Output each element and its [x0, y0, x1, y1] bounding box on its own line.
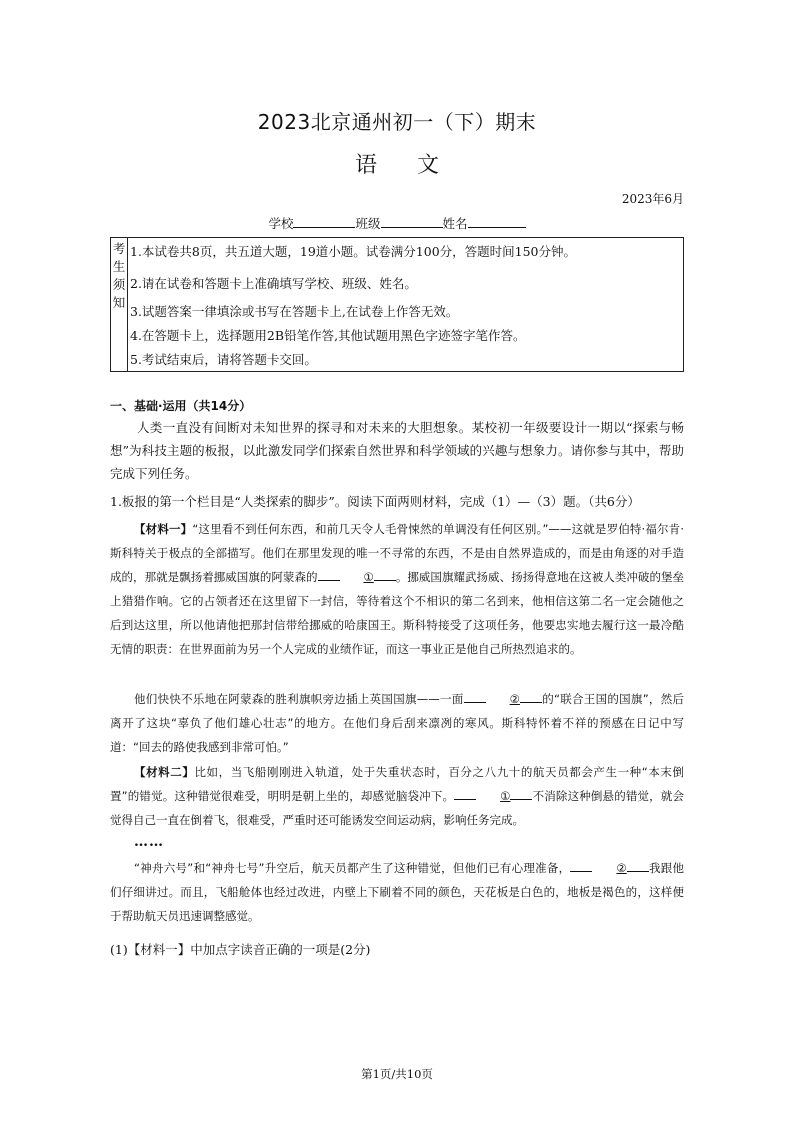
notice-rule: 5.考试结束后，请将答题卡交回。 [130, 352, 317, 367]
notice-rule: 4.在答题卡上，选择题用2B铅笔作答,其他试题用黑色字迹签字笔作答。 [130, 328, 526, 343]
blank-1: ① [363, 570, 374, 584]
ellipsis: …… [134, 834, 164, 850]
section-intro: 人类一直没有间断对未知世界的探寻和对未来的大胆想象。某校初一年级要设计一期以“探索与畅想”为科技主题的板报，以此激发同学们探索自然世界和科学领域的兴趣与想象力。请你参与其中，帮助完成下列任务。 [110, 420, 684, 481]
material-1-paragraph-2: 他们快快不乐地在阿蒙森的胜利旗帜旁边插上英国国旗——一面 ② 的“联合王国的国旗”，然后离开了这块“辜负了他们雄心壮志”的地方。在他们身后刮来凛冽的寒风。斯科特怀着不祥的预感在日记中写道：“回去的路使我感到非常可怕。” [110, 687, 684, 759]
blank-1: ① [500, 789, 511, 803]
material-1-paragraph-1: 【材料一】“这里看不到任何东西，和前几天令人毛骨悚然的单调没有任何区别。”——这就是罗伯特·福尔肯·斯科特关于极点的全部描写。他们在那里发现的唯一不寻常的东西，不是由自然界造成的，而是由角逐的对手造成的，那就是飘扬着挪威国旗的阿蒙森的 ① 。挪威国旗耀武扬威、扬扬得意地在这被人类冲破的堡垒上猎猎作响。它的占领者还在这里留下一封信，等待着这个不相识的第二名到来，他相信这第二名一定会随他之后到达这里，所以他请他把那封信带给挪威的哈康国王。斯科特接受了这项任务，他要忠实地去履行这一最冷酷无情的职责：在世界面前为另一个人完成的业绩作证，而这一事业正是他自己所热烈追求的。 [110, 522, 685, 656]
school-label: 学校 [268, 216, 294, 231]
material-2-paragraph-2: “神舟六号”和“神舟七号”升空后，航天员都产生了这种错觉，但他们已有心理准备， ② 我跟他们仔细讲过。而且，飞船舱体也经过改进，内壁上下刷着不同的颜色，天花板是白色的，地板是褐色的，这样便于帮助航天员迅速调整感觉。 [110, 856, 684, 928]
notice-rule: 1.本试卷共8页，共五道大题，19道小题。试卷满分100分，答题时间150分钟。 [130, 244, 577, 259]
notice-rule: 2.请在试卷和答题卡上准确填写学校、班级、姓名。 [130, 276, 417, 291]
exam-notice-box [110, 237, 684, 372]
question-1: 1.板报的第一个栏目是“人类探索的脚步”。阅读下面两则材料，完成（1）—（3）题。（共6分） [110, 494, 640, 509]
school-field[interactable] [293, 215, 355, 228]
notice-rule: 3.试题答案一律填涂或书写在答题卡上,在试卷上作答无效。 [130, 304, 459, 319]
class-label: 班级 [355, 216, 381, 231]
subquestion-1: (1)【材料一】中加点字读音正确的一项是(2分) [110, 942, 371, 957]
material-2-tag: 【材料二】 [134, 765, 195, 779]
section-heading: 一、基础·运用（共14分） [110, 399, 252, 413]
subject-title: 语文 [354, 153, 479, 178]
name-label: 姓名 [442, 216, 468, 231]
notice-side-label: 考 生 须 知 [111, 238, 128, 371]
class-field[interactable] [381, 215, 443, 228]
material-2-paragraph-1: 【材料二】比如，当飞船刚刚进入轨道，处于失重状态时，百分之八九十的航天员都会产生一种“本末倒置”的错觉。这种错觉很难受，明明是朝上坐的，却感觉脑袋冲下。 ① 不消除这种倒悬的错觉，就会觉得自己一直在倒着飞，很难受，严重时还可能诱发空间运动病，影响任务完成。 [110, 765, 685, 827]
student-info-row [0, 214, 794, 232]
material-1-tag: 【材料一】 [134, 522, 193, 536]
name-field[interactable] [468, 215, 526, 228]
exam-title: 2023北京通州初一（下）期末 [257, 110, 537, 134]
page-footer: 第1页/共10页 [361, 1067, 433, 1081]
blank-2: ② [509, 692, 520, 706]
exam-date: 2023年6月 [621, 192, 684, 206]
blank-2: ② [616, 861, 627, 875]
